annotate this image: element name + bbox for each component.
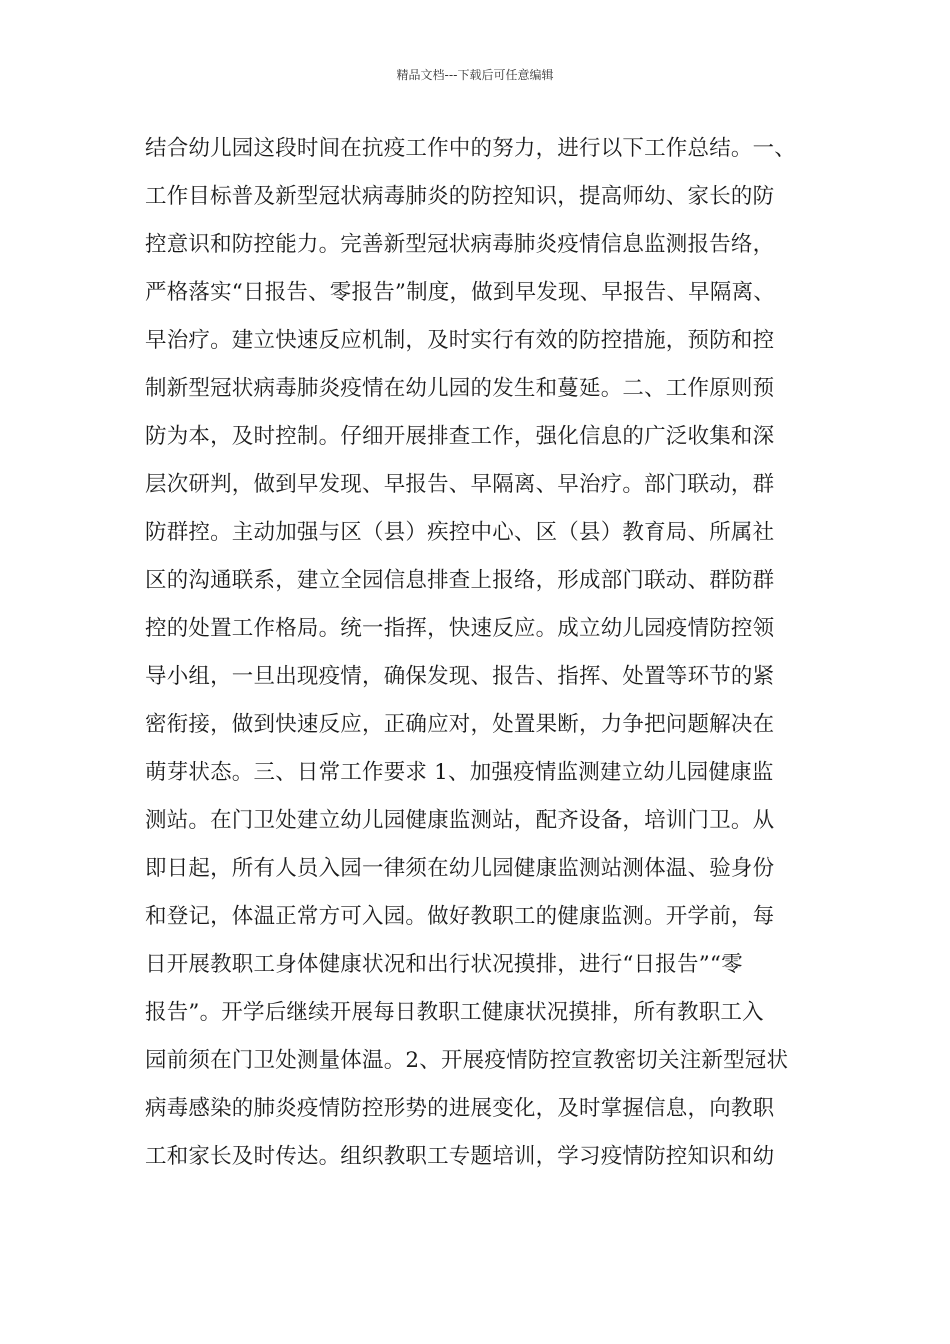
- text-line: 日开展教职工身体健康状况和出行状况摸排，进行“日报告”“零: [145, 952, 743, 977]
- text-line: 控的处置工作格局。统一指挥，快速反应。成立幼儿园疫情防控领: [145, 616, 775, 641]
- text-line: 萌芽状态。三、日常工作要求 1、加强疫情监测建立幼儿园健康监: [145, 760, 774, 785]
- text-line: 防群控。主动加强与区（县）疾控中心、区（县）教育局、所属社: [145, 520, 775, 545]
- text-line: 防为本，及时控制。仔细开展排查工作，强化信息的广泛收集和深: [145, 424, 775, 449]
- text-line: 制新型冠状病毒肺炎疫情在幼儿园的发生和蔓延。二、工作原则预: [145, 376, 775, 401]
- page-header: 精品文档---下载后可任意编辑: [396, 68, 554, 82]
- text-line: 病毒感染的肺炎疫情防控形势的进展变化，及时掌握信息，向教职: [145, 1096, 775, 1121]
- text-line: 控意识和防控能力。完善新型冠状病毒肺炎疫情信息监测报告络，: [145, 232, 775, 257]
- text-line: 早治疗。建立快速反应机制，及时实行有效的防控措施，预防和控: [145, 328, 775, 353]
- text-line: 即日起，所有人员入园一律须在幼儿园健康监测站测体温、验身份: [145, 856, 775, 881]
- text-line: 园前须在门卫处测量体温。2、开展疫情防控宣教密切关注新型冠状: [145, 1048, 789, 1073]
- body-text: [145, 125, 835, 1181]
- text-line: 工作目标普及新型冠状病毒肺炎的防控知识，提高师幼、家长的防: [145, 184, 775, 209]
- text-line: 测站。在门卫处建立幼儿园健康监测站，配齐设备，培训门卫。从: [145, 808, 775, 833]
- text-line: 密衔接，做到快速反应，正确应对，处置果断，力争把问题解决在: [145, 712, 775, 737]
- text-line: 工和家长及时传达。组织教职工专题培训，学习疫情防控知识和幼: [145, 1144, 775, 1169]
- text-line: 和登记，体温正常方可入园。做好教职工的健康监测。开学前，每: [145, 904, 775, 929]
- text-line: 区的沟通联系，建立全园信息排查上报络，形成部门联动、群防群: [145, 568, 775, 593]
- text-line: 层次研判，做到早发现、早报告、早隔离、早治疗。部门联动，群: [145, 472, 775, 497]
- text-line: 导小组，一旦出现疫情，确保发现、报告、指挥、处置等环节的紧: [145, 664, 775, 689]
- text-line: 结合幼儿园这段时间在抗疫工作中的努力，进行以下工作总结。一、: [145, 136, 797, 161]
- text-line: 严格落实“日报告、零报告”制度，做到早发现、早报告、早隔离、: [145, 280, 775, 305]
- text-line: 报告”。开学后继续开展每日教职工健康状况摸排，所有教职工入: [145, 1000, 764, 1025]
